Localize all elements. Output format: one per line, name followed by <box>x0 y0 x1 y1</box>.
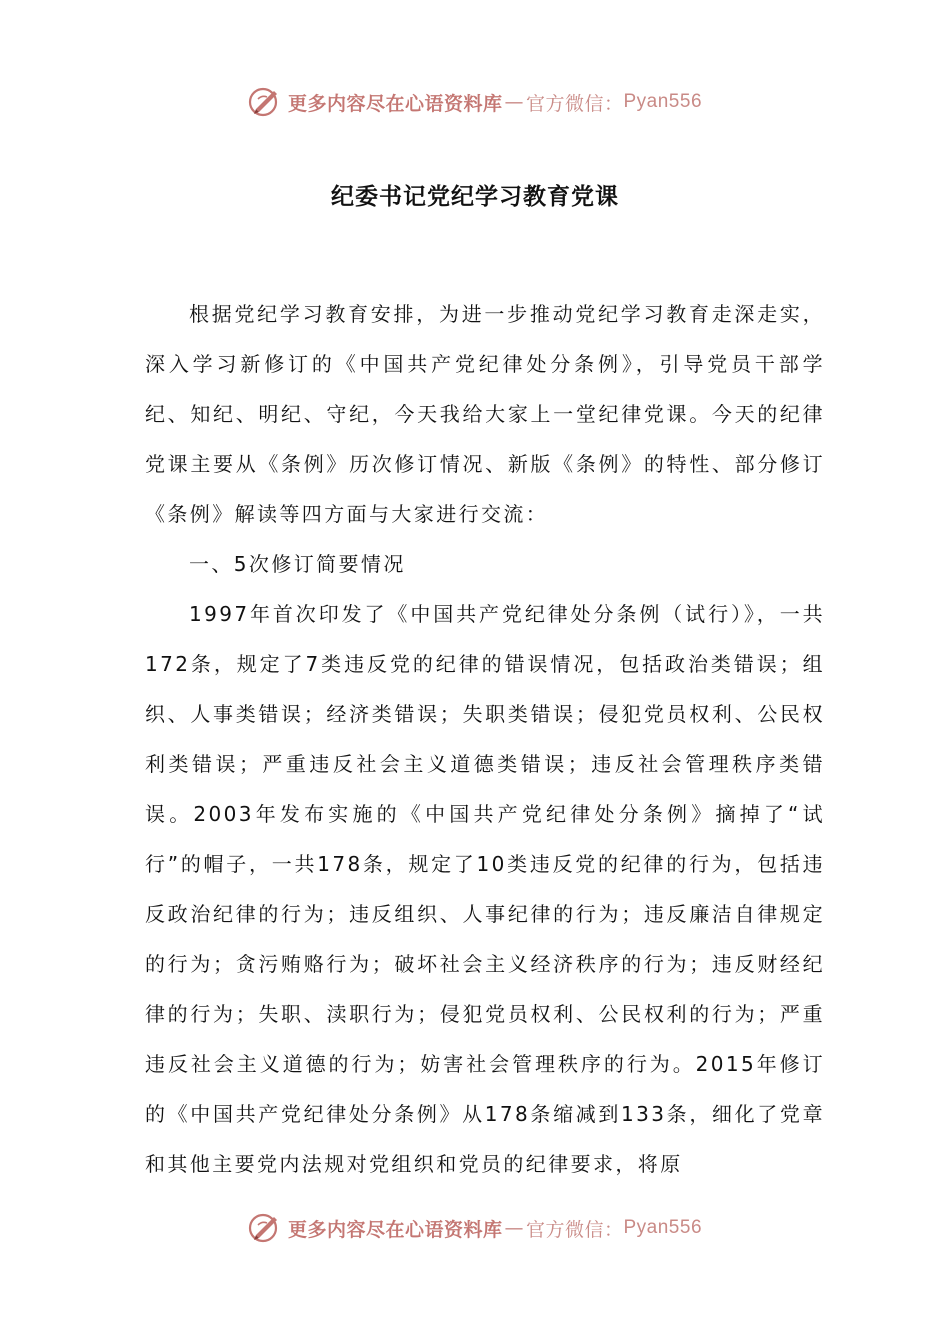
watermark-dash: — <box>504 91 524 113</box>
pen-logo-icon <box>248 85 282 119</box>
watermark-dash: — <box>504 1217 524 1239</box>
watermark-suffix: 官方微信： <box>525 1218 624 1241</box>
footer-watermark <box>0 1208 950 1248</box>
watermark-brand: 更多内容尽在心语资料库 <box>287 92 503 115</box>
paragraph-history: 1997年首次印发了《中国共产党纪律处分条例（试行）》，一共172条，规定了7类违反党的纪律的错误情况，包括政治类错误；组织、人事类错误；经济类错误；失职类错误；侵犯党员权利、公民权利类错误；严重违反社会主义道德类错误；违反社会管理秩序类错误。2003年发布实施的《中国共产党纪律处分条例》摘掉了“试行”的帽子，一共178条，规定了10类违反党的纪律的行为，包括违反政治纪律的行为；违反组织、人事纪律的行为；违反廉洁自律规定的行为；贪污贿赂行为；破坏社会主义经济秩序的行为；违反财经纪律的行为；失职、渎职行为；侵犯党员权利、公民权利的行为；严重违反社会主义道德的行为；妨害社会管理秩序的行为。2015年修订的《中国共产党纪律处分条例》从178条缩减到133条，细化了党章和其他主要党内法规对党组织和党员的纪律要求，将原 <box>145 602 825 1176</box>
pen-logo-icon <box>248 1211 282 1245</box>
watermark-brand: 更多内容尽在心语资料库 <box>287 1218 503 1241</box>
header-watermark <box>0 82 950 122</box>
section-heading: 一、5次修订简要情况 <box>189 552 406 576</box>
document-title: 纪委书记党纪学习教育党课 <box>331 184 619 210</box>
paragraph-intro: 根据党纪学习教育安排，为进一步推动党纪学习教育走深走实，深入学习新修订的《中国共产党纪律处分条例》，引导党员干部学纪、知纪、明纪、守纪，今天我给大家上一堂纪律党课。今天的纪律党课主要从《条例》历次修订情况、新版《条例》的特性、部分修订《条例》解读等四方面与大家进行交流： <box>145 302 825 526</box>
document-body <box>145 289 825 1189</box>
watermark-wechat-id: Pyan556 <box>623 91 703 112</box>
watermark-suffix: 官方微信： <box>525 92 624 115</box>
watermark-wechat-id: Pyan556 <box>623 1217 703 1238</box>
